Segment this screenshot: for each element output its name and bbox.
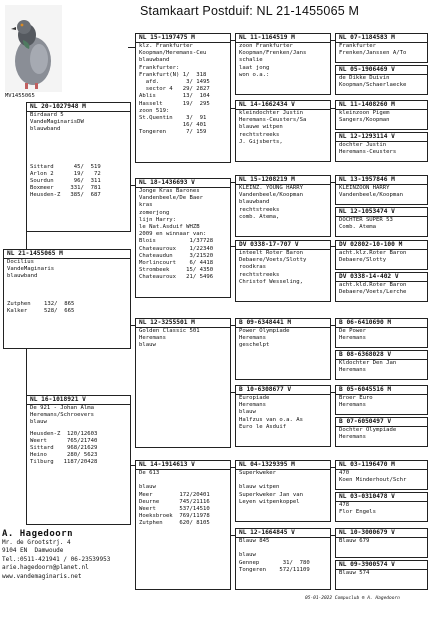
- ring-number: NL 12-3255501 M: [136, 319, 230, 328]
- pigeon-description: 470 Koen Minderhout/Schr: [339, 470, 407, 484]
- ring-number: DV 02802-10-100 M: [336, 241, 427, 250]
- ring-number: NL 14-1662434 V: [236, 101, 330, 110]
- ancestor-card: [335, 460, 428, 490]
- connector-line: [26, 348, 27, 396]
- mother-card: [26, 395, 131, 525]
- ring-number: NL 12-1664845 V: [236, 529, 330, 538]
- ancestor-card: [335, 350, 428, 380]
- ring-number: NL 11-1164519 M: [236, 34, 330, 43]
- pigeon-description: Blauw 679: [339, 538, 370, 544]
- breeder-name: A. Hagedoorn: [2, 529, 74, 539]
- ancestor-card: [335, 528, 428, 558]
- grandparent-card: [135, 318, 231, 448]
- ancestor-card: [335, 207, 428, 237]
- pigeon-description: 478 Flor Engels: [339, 502, 377, 516]
- ring-number: NL 16-1018921 V: [27, 396, 130, 405]
- pigeon-description: Dochter Olympiade Heremans: [339, 427, 397, 441]
- ancestor-card: [335, 417, 428, 447]
- pigeon-description: KLEINZ. YOUNG HARRY Vandenbeele/Koopman blauwband rechtstreeks comb. Atema,: [239, 185, 303, 220]
- ring-number: NL 21-1455065 M: [4, 250, 130, 259]
- pigeon-description: De Power Heremans: [339, 328, 366, 342]
- ring-number: NL 10-3000679 V: [336, 529, 427, 538]
- great-grandparent-card: [235, 460, 331, 522]
- pigeon-description: Blauw 845 blauw Gennep 31/ 780 Tongeren 572/11109: [239, 538, 310, 573]
- grandparent-card: [135, 460, 231, 590]
- pigeon-description: inteelt Roter Baron Debaere/Voets/Slotty roodkras rechtstreeks Christof Wesseling,: [239, 250, 307, 285]
- pigeon-description: Blauw 574: [339, 570, 370, 576]
- ring-number: B 08-6368028 V: [336, 351, 427, 360]
- ancestor-card: [335, 385, 428, 415]
- pigeon-photo: [5, 5, 62, 92]
- ancestor-card: [335, 318, 428, 348]
- footer-stamp: 05-01-2022 Compuclub ® A. Hagedoorn: [305, 596, 400, 601]
- pigeon-description: Broer Euro Heremans: [339, 395, 373, 409]
- grandparent-card: [135, 33, 231, 163]
- ancestor-card: [335, 175, 428, 205]
- ring-number: DV 0338-14-402 V: [336, 273, 427, 282]
- ring-number: B 06-6410690 M: [336, 319, 427, 328]
- pigeon-description: acht.klz.Roter Baron Debaere/Slotty: [339, 250, 407, 264]
- great-grandparent-card: [235, 240, 331, 302]
- results: Heusden-Z 120/12603 Weert 765/21740 Sittard 968/21629 Heino 280/ 5623 Tilburg 1187/20428: [30, 430, 98, 466]
- pigeon-description: Power Olympiade Heremans geschelpt: [239, 328, 290, 349]
- ring-number: NL 09-3900574 V: [336, 561, 427, 570]
- ring-number: NL 20-1027948 M: [27, 103, 130, 112]
- subject-card: [3, 249, 131, 349]
- ancestor-card: [335, 100, 428, 130]
- pigeon-description: Kldochter Den Jan Heremans: [339, 360, 397, 374]
- pigeon-description: dochter Justin Heremans-Ceusters: [339, 142, 397, 156]
- great-grandparent-card: [235, 175, 331, 237]
- pigeon-description: KLEINZOON HARRY Vandenbeele/Koopman: [339, 185, 403, 199]
- pigeon-description: kleinzoon Pigem Sangers/Koopman: [339, 110, 390, 124]
- results: Sittard 45/ 519 Arlon 2 19/ 72 Sourdun 96/ 311 Boxmeer 331/ 781 Heusden-Z 385/ 687: [30, 163, 101, 199]
- ring-number: B 07-6050497 V: [336, 418, 427, 427]
- great-grandparent-card: [235, 385, 331, 447]
- pigeon-description: Frankfurter Frenken/Janssen A/To: [339, 43, 407, 57]
- pigeon-description: Jonge Kras Barones Vandenbeele/De Baer kras zomerjong lijn Harry: le Nat.Asduif WHZB 2009 en winnaar van: Blois 1/37728 Chateauroux 1/22340 Chateaudun 3/21520 Morlincourt 6/ 4418 Strombeek 15/ 4350 Chateauroux 21/ 5496: [139, 188, 214, 281]
- pigeon-description: acht.kld.Roter Baron Debaere/Voets/Lerche: [339, 282, 407, 296]
- pigeon-description: kleindochter Justin Heremans-Ceusters/Sa blauwe witpen rechtstreeks J. Gijsberts,: [239, 110, 307, 145]
- breeder-contact: Mr. de Grootstrj. 4 9104 EN Damwoude Tel.:0511-421941 / 06-23539953 arie.hagedoorn@planet.nl www.vandemaginaris.net: [2, 538, 111, 580]
- pigeon-description: De 921 - Johan Alma Heremans/Schroevers blauw: [30, 405, 94, 426]
- great-grandparent-card: [235, 33, 331, 95]
- ancestor-card: [335, 240, 428, 270]
- ring-number: NL 03-0310478 V: [336, 493, 427, 502]
- ring-number: NL 12-1293114 V: [336, 133, 427, 142]
- ancestor-card: [335, 65, 428, 95]
- ring-number: B 10-6308677 V: [236, 386, 330, 395]
- page-title: Stamkaart Postduif: NL 21-1455065 M: [140, 4, 360, 18]
- pigeon-description: DOCHTER SUPER 53 Comb. Atema: [339, 217, 393, 231]
- ring-number: NL 15-1208219 M: [236, 176, 330, 185]
- grandparent-card: [135, 178, 231, 298]
- ancestor-card: [335, 560, 428, 590]
- ring-number: NL 14-1914613 V: [136, 461, 230, 470]
- photo-caption: MV1455065: [5, 93, 35, 99]
- breeder-info: [2, 530, 110, 581]
- great-grandparent-card: [235, 318, 331, 380]
- ancestor-card: [335, 33, 428, 63]
- pigeon-description: Docilius VandeMaginaris blauwband: [7, 259, 55, 280]
- ring-number: NL 05-1906469 V: [336, 66, 427, 75]
- pigeon-description: Birdaard 5 VandeMaginarisDW blauwband: [30, 112, 84, 133]
- ring-number: NL 07-1184583 M: [336, 34, 427, 43]
- pigeon-description: klz. Frankfurter Koopman/Heremans-Ceu blauwband Frankfurter: Frankfurt(N) 1/ 318 afd. 3/ 1495 sector 4 29/ 2827 Ablis 13/ 104 Hasselt 19/ 295 zoon 519: St.Quentin 3/ 91 16/ 401 Tongeren 7/ 159: [139, 43, 210, 136]
- results: Zutphen 132/ 865 Kalker 528/ 665: [7, 300, 75, 314]
- ring-number: NL 11-1408260 M: [336, 101, 427, 110]
- ancestor-card: [335, 272, 428, 302]
- pigeon-description: zoon Frankfurter Koopman/Frenken/Jans schalie laat jong won o.a.:: [239, 43, 307, 78]
- great-grandparent-card: [235, 100, 331, 162]
- ring-number: NL 18-1436693 V: [136, 179, 230, 188]
- father-card: [26, 102, 131, 232]
- ring-number: NL 12-1053474 V: [336, 208, 427, 217]
- ring-number: B 09-6348441 M: [236, 319, 330, 328]
- ring-number: NL 13-1957846 M: [336, 176, 427, 185]
- ring-number: DV 0338-17-707 V: [236, 241, 330, 250]
- ancestor-card: [335, 132, 428, 162]
- pigeon-description: Superkweker blauw witpen Superkweker Jan van Leyen witpenkoppel: [239, 470, 303, 505]
- ancestor-card: [335, 492, 428, 522]
- pigeon-description: De 613 blauw Meer 172/20401 Deurne 745/21116 Weert 537/14510 Hoeksbroek 769/11978 Zutphen 620/ 8105: [139, 470, 210, 527]
- pigeon-description: Golden Classic 501 Heremans blauw: [139, 328, 200, 349]
- great-grandparent-card: [235, 528, 331, 590]
- pigeon-description: Europiade Heremans blauw Halfzus van o.a. As Euro le Asduif: [239, 395, 303, 430]
- pigeon-description: de Dikke Duivin Koopman/Schaerlaecke: [339, 75, 407, 89]
- ring-number: NL 03-1196470 M: [336, 461, 427, 470]
- ring-number: NL 15-1197475 M: [136, 34, 230, 43]
- ring-number: NL 04-1329395 M: [236, 461, 330, 470]
- ring-number: B 05-6045516 M: [336, 386, 427, 395]
